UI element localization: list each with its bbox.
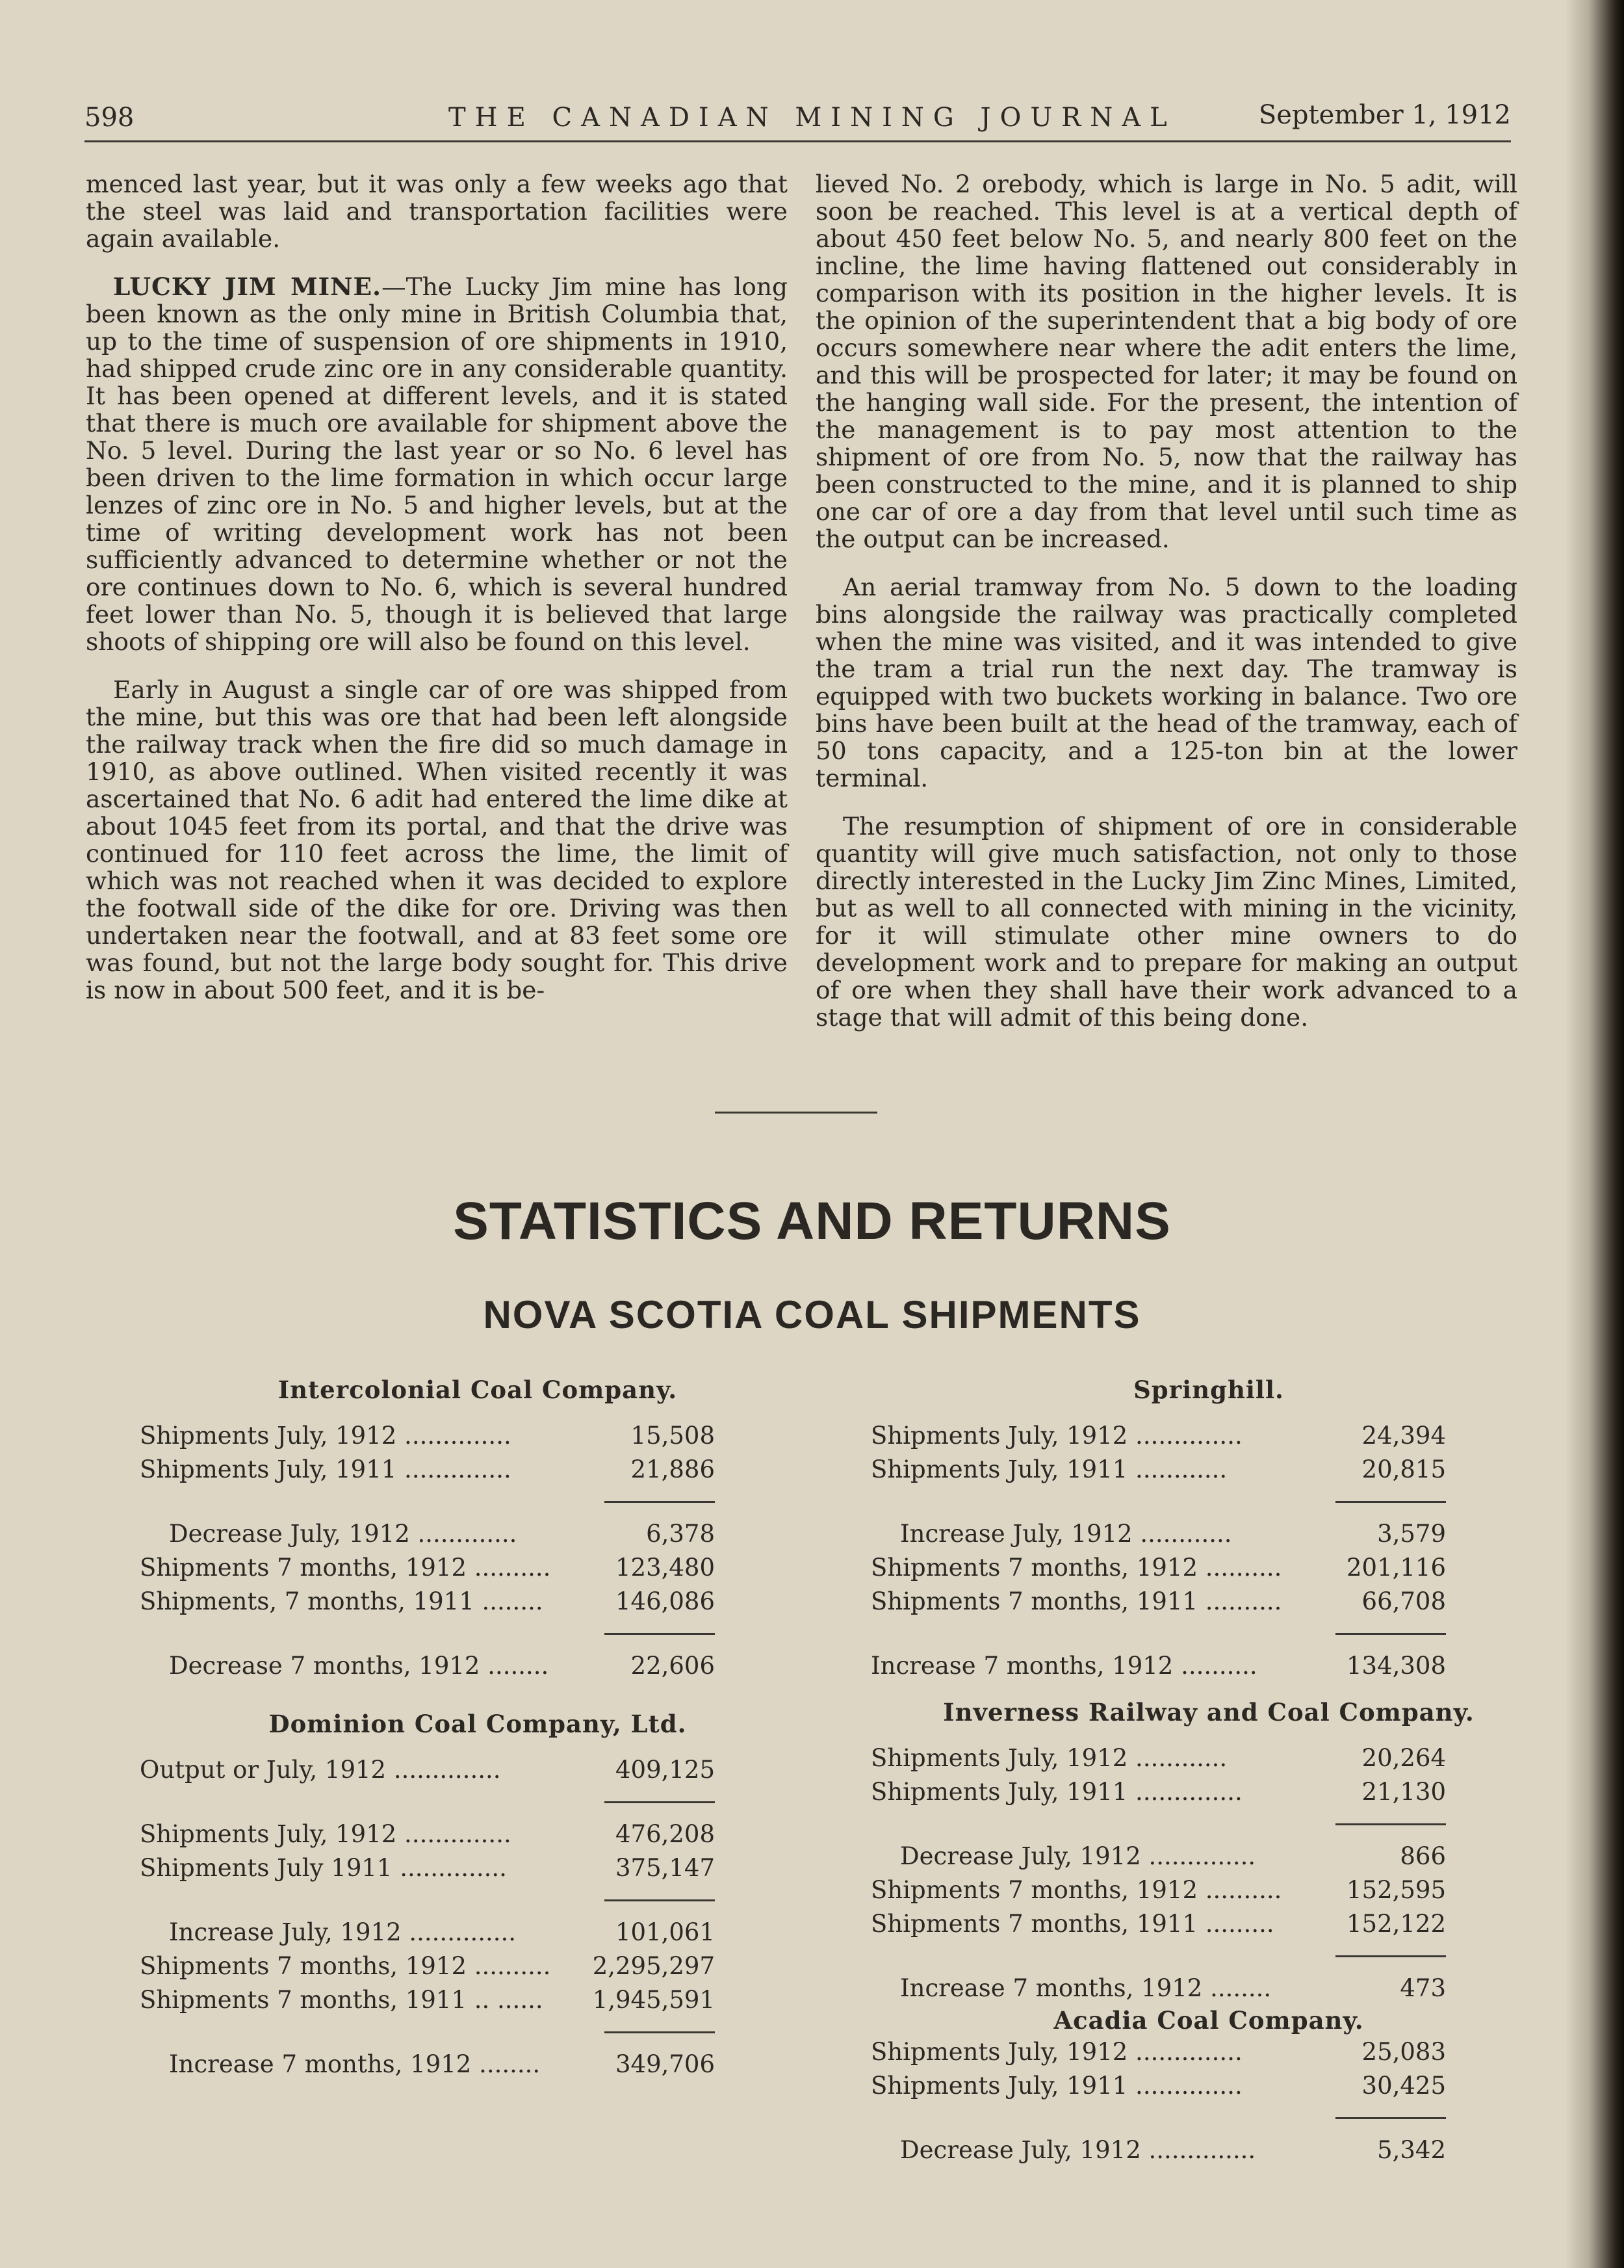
stat-value: 134,308	[1346, 1652, 1446, 1680]
stat-value: 409,125	[615, 1756, 715, 1784]
journal-title: THE CANADIAN MINING JOURNAL	[448, 103, 1176, 133]
company-name-acadia: Acadia Coal Company.	[1053, 2006, 1364, 2035]
stat-row	[871, 1453, 1534, 1487]
stat-value: 375,147	[615, 1854, 715, 1882]
stat-row	[140, 1753, 803, 1787]
stats-right-column	[871, 1375, 1534, 2167]
stat-label: Decrease July, 1912 ..............	[900, 2136, 1256, 2164]
stat-label: Decrease July, 1912 ..............	[900, 1842, 1256, 1870]
stat-value: 66,708	[1361, 1587, 1446, 1615]
stat-label: Shipments July, 1911 ............	[871, 1455, 1228, 1483]
stat-row	[871, 2069, 1534, 2103]
stat-label: Shipments July, 1911 ..............	[871, 2072, 1243, 2100]
stat-label: Increase July, 1912 ............	[900, 1520, 1232, 1548]
stat-row	[140, 1916, 803, 1949]
stat-label: Increase 7 months, 1912 ........	[169, 2050, 541, 2078]
stat-row	[871, 1419, 1534, 1453]
stat-value: 2,295,297	[592, 1952, 715, 1980]
stat-row	[871, 2035, 1534, 2069]
stat-value: 152,595	[1346, 1876, 1446, 1904]
stat-row	[140, 1949, 803, 1983]
company-name-inverness: Inverness Railway and Coal Company.	[943, 1698, 1475, 1727]
company-name-intercolonial: Intercolonial Coal Company.	[277, 1375, 678, 1404]
stat-label: Shipments 7 months, 1912 ..........	[871, 1554, 1282, 1582]
stat-row	[871, 1551, 1534, 1585]
stat-value: 15,508	[630, 1422, 715, 1450]
stat-row	[140, 1649, 803, 1683]
stat-label: Shipments July, 1911 ..............	[140, 1455, 511, 1483]
paragraph-body: —The Lucky Jim mine has long been known as the only mine in British Columbia that, up to the time of suspension of ore shipments in 1910, had shipped crude zinc ore in any considerable quantity. It has been opened at different levels, and it is stated that there is much ore available for shipment above the No. 5 level. During the last year or so No. 6 level has been driven to the lime formation in which occur large lenzes of zinc ore in No. 5 and higher levels, but at the time of writing development work has not been sufficiently advanced to determine whether or not the ore continues down to No. 6, which is several hundred feet lower than No. 5, though it is believed that large shoots of shipping ore will also be found on this level.	[86, 272, 788, 656]
stat-label: Shipments July, 1912 ............	[871, 1744, 1228, 1772]
stat-label: Output or July, 1912 ..............	[140, 1756, 501, 1784]
stat-row	[140, 1517, 803, 1551]
stat-row	[140, 1983, 803, 2017]
stat-row	[140, 1818, 803, 1851]
paragraph: The resumption of shipment of ore in considerable quantity will give much satisfaction, not only to those directly interested in the Lucky Jim Zinc Mines, Limited, but as well to all connected with mining in the vicinity, for it will stimulate other mine owners to do development work and to prepare for making an output of ore when they shall have their work advanced to a stage that will admit of this being done.	[816, 812, 1517, 1032]
stat-value: 123,480	[615, 1554, 715, 1582]
stat-label: Decrease 7 months, 1912 ........	[169, 1652, 549, 1680]
stat-value: 476,208	[615, 1820, 715, 1848]
stat-row	[871, 1907, 1534, 1941]
paragraph: An aerial tramway from No. 5 down to the loading bins alongside the railway was practically completed when the mine was visited, and it was intended to give the tram a trial run the next day. The tramway is equipped with two buckets working in balance. Two ore bins have been built at the head of the tramway, each of 50 tons capacity, and a 125-ton bin at the lower terminal.	[816, 573, 1517, 792]
stat-row	[871, 1585, 1534, 1619]
stat-row	[140, 1585, 803, 1619]
stat-value: 866	[1400, 1842, 1446, 1870]
stat-label: Shipments 7 months, 1912 ..........	[140, 1554, 551, 1582]
stat-label: Shipments 7 months, 1911 ..........	[871, 1587, 1282, 1615]
stat-value: 25,083	[1361, 2038, 1446, 2066]
stat-row	[871, 1741, 1534, 1775]
stat-label: Shipments 7 months, 1911 .. ......	[140, 1986, 543, 2014]
paragraph: lieved No. 2 orebody, which is large in No. 5 adit, will soon be reached. This level is at a vertical depth of about 450 feet below No. 5, and nearly 800 feet on the incline, the lime having flattened out considerably in comparison with its position in the higher levels. It is the opinion of the superintendent that a big body of ore occurs somewhere near where the adit enters the lime, and this will be prospected for later; it may be found on the hanging wall side. For the present, the intention of the management is to pay most attention to the shipment of ore from No. 5, now that the railway has been constructed to the mine, and it is planned to ship one car of ore a day from that level until such time as the output can be increased.	[816, 170, 1517, 553]
company-name-dominion: Dominion Coal Company, Ltd.	[268, 1710, 687, 1738]
paragraph-lucky-jim	[86, 273, 788, 655]
issue-date: September 1, 1912	[1258, 100, 1511, 130]
stat-label: Decrease July, 1912 .............	[169, 1520, 517, 1548]
stat-row	[140, 1419, 803, 1453]
article-right-column	[816, 170, 1517, 1052]
stat-row	[871, 2133, 1534, 2167]
stat-value: 152,122	[1346, 1910, 1446, 1938]
stat-value: 21,886	[630, 1455, 715, 1483]
stat-row	[871, 1873, 1534, 1907]
stat-row	[871, 1649, 1534, 1683]
stat-value: 20,264	[1361, 1744, 1446, 1772]
section-title: STATISTICS AND RETURNS	[453, 1192, 1171, 1251]
section-subtitle: NOVA SCOTIA COAL SHIPMENTS	[483, 1293, 1141, 1336]
stat-label: Shipments July, 1912 ..............	[140, 1820, 511, 1848]
stat-value: 6,378	[646, 1520, 715, 1548]
stat-label: Increase 7 months, 1912 ..........	[871, 1652, 1257, 1680]
stat-value: 22,606	[630, 1652, 715, 1680]
stat-label: Shipments 7 months, 1912 ..........	[871, 1876, 1282, 1904]
stats-left-column	[140, 1375, 803, 2081]
stat-value: 3,579	[1377, 1520, 1446, 1548]
stat-row	[871, 1840, 1534, 1873]
stat-row	[871, 1775, 1534, 1809]
stat-row	[140, 1551, 803, 1585]
stat-label: Shipments July, 1912 ..............	[871, 2038, 1243, 2066]
stat-value: 201,116	[1346, 1554, 1446, 1582]
page-number: 598	[84, 103, 135, 133]
stat-value: 30,425	[1361, 2072, 1446, 2100]
stat-label: Shipments July, 1912 ..............	[140, 1422, 511, 1450]
stat-value: 20,815	[1361, 1455, 1446, 1483]
section-heading: LUCKY JIM MINE.	[113, 272, 382, 301]
stat-value: 21,130	[1361, 1778, 1446, 1806]
stat-value: 1,945,591	[592, 1986, 715, 2014]
stat-value: 24,394	[1361, 1422, 1446, 1450]
stat-row	[871, 1517, 1534, 1551]
stat-label: Shipments 7 months, 1912 ..........	[140, 1952, 551, 1980]
stat-row	[871, 1972, 1534, 2005]
page-edge-shadow	[1566, 0, 1624, 2268]
stat-label: Shipments July, 1912 ..............	[871, 1422, 1243, 1450]
stat-value: 349,706	[615, 2050, 715, 2078]
stat-value: 146,086	[615, 1587, 715, 1615]
stat-label: Increase July, 1912 ..............	[169, 1918, 517, 1946]
stat-label: Shipments, 7 months, 1911 ........	[140, 1587, 543, 1615]
stat-row	[140, 1453, 803, 1487]
stat-row	[140, 1851, 803, 1885]
stat-label: Shipments 7 months, 1911 .........	[871, 1910, 1274, 1938]
section-divider	[715, 1112, 877, 1114]
paragraph: menced last year, but it was only a few weeks ago that the steel was laid and transportation facilities were again available.	[86, 170, 788, 253]
paragraph: Early in August a single car of ore was shipped from the mine, but this was ore that had been left alongside the railway track when the fire did so much damage in 1910, as above outlined. When visited recently it was ascertained that No. 6 adit had entered the lime dike at about 1045 feet from its portal, and that the drive was continued for 110 feet across the lime, the limit of which was not reached when it was decided to explore the footwall side of the dike for ore. Driving was then undertaken near the footwall, and at 83 feet some ore was found, but not the large body sought for. This drive is now in about 500 feet, and it is be-	[86, 675, 788, 1004]
stat-label: Shipments July, 1911 ..............	[871, 1778, 1243, 1806]
stat-value: 473	[1400, 1974, 1446, 2002]
page-header	[84, 91, 1511, 142]
stat-label: Shipments July 1911 ..............	[140, 1854, 507, 1882]
article-left-column	[86, 170, 788, 1024]
stat-value: 5,342	[1377, 2136, 1446, 2164]
stat-label: Increase 7 months, 1912 ........	[900, 1974, 1272, 2002]
stat-row	[140, 2048, 803, 2081]
stat-value: 101,061	[615, 1918, 715, 1946]
company-name-springhill: Springhill.	[1133, 1375, 1284, 1404]
